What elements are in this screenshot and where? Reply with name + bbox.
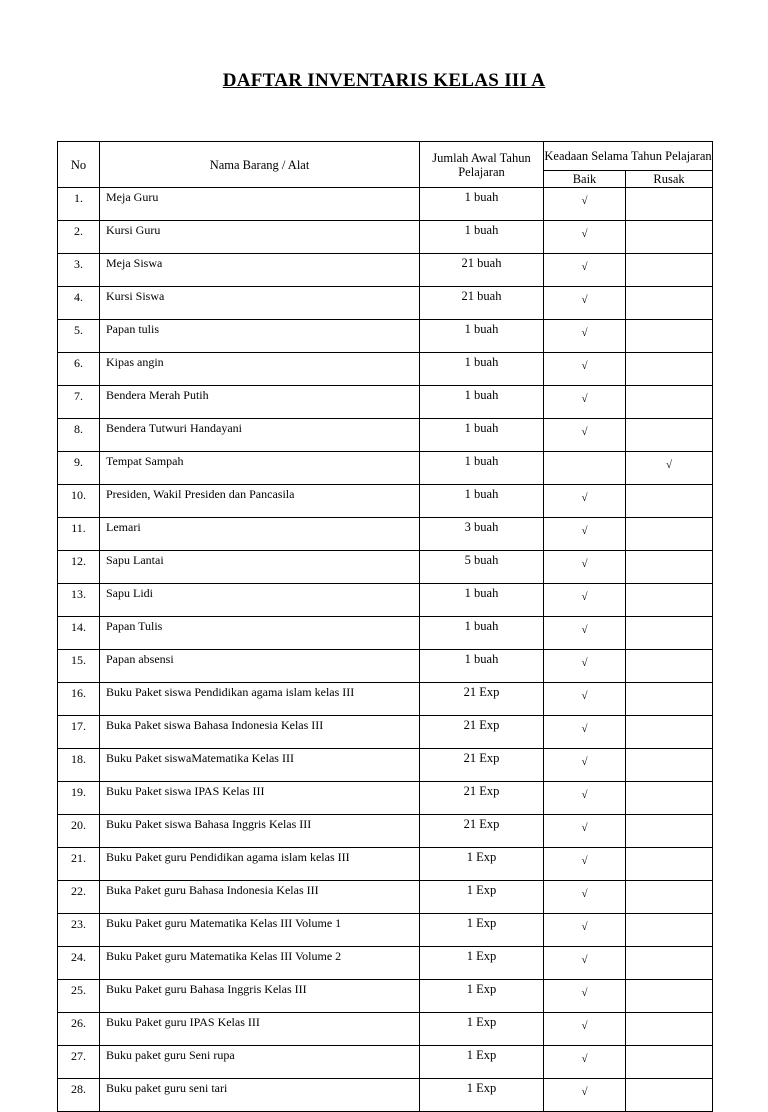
row-number: 27. — [58, 1046, 100, 1079]
item-quantity: 21 buah — [420, 254, 544, 287]
item-quantity: 1 buah — [420, 617, 544, 650]
condition-broken-cell — [626, 221, 713, 254]
table-row — [58, 1013, 713, 1046]
condition-broken-cell — [626, 848, 713, 881]
item-quantity: 1 buah — [420, 650, 544, 683]
header-no: No — [58, 142, 100, 188]
item-quantity: 1 Exp — [420, 1013, 544, 1046]
table-row — [58, 419, 713, 452]
item-quantity: 1 buah — [420, 221, 544, 254]
item-quantity: 21 Exp — [420, 683, 544, 716]
condition-broken-cell: √ — [626, 452, 713, 485]
condition-broken-cell — [626, 254, 713, 287]
condition-good-cell: √ — [544, 1013, 626, 1046]
row-number: 15. — [58, 650, 100, 683]
condition-good-cell — [544, 452, 626, 485]
condition-good-cell: √ — [544, 221, 626, 254]
header-good: Baik — [544, 171, 626, 188]
page-title: DAFTAR INVENTARIS KELAS III A — [222, 70, 546, 91]
row-number: 5. — [58, 320, 100, 353]
item-name: Buku Paket guru IPAS Kelas III — [100, 1013, 420, 1046]
item-name: Buku Paket siswa IPAS Kelas III — [100, 782, 420, 815]
condition-good-cell: √ — [544, 1079, 626, 1112]
item-name: Buka Paket guru Bahasa Indonesia Kelas III — [100, 881, 420, 914]
condition-broken-cell — [626, 386, 713, 419]
table-row — [58, 551, 713, 584]
item-quantity: 21 buah — [420, 287, 544, 320]
row-number: 12. — [58, 551, 100, 584]
condition-broken-cell — [626, 551, 713, 584]
item-name: Papan Tulis — [100, 617, 420, 650]
table-row — [58, 914, 713, 947]
condition-good-cell: √ — [544, 947, 626, 980]
item-quantity: 1 Exp — [420, 848, 544, 881]
condition-broken-cell — [626, 287, 713, 320]
item-name: Meja Siswa — [100, 254, 420, 287]
condition-good-cell: √ — [544, 1046, 626, 1079]
item-quantity: 1 buah — [420, 452, 544, 485]
condition-broken-cell — [626, 1013, 713, 1046]
condition-good-cell: √ — [544, 881, 626, 914]
condition-good-cell: √ — [544, 254, 626, 287]
row-number: 4. — [58, 287, 100, 320]
item-name: Papan tulis — [100, 320, 420, 353]
table-row — [58, 782, 713, 815]
item-quantity: 1 buah — [420, 485, 544, 518]
item-name: Sapu Lidi — [100, 584, 420, 617]
table-row — [58, 650, 713, 683]
row-number: 9. — [58, 452, 100, 485]
table-row — [58, 518, 713, 551]
row-number: 10. — [58, 485, 100, 518]
condition-broken-cell — [626, 914, 713, 947]
condition-broken-cell — [626, 782, 713, 815]
row-number: 14. — [58, 617, 100, 650]
row-number: 18. — [58, 749, 100, 782]
condition-good-cell: √ — [544, 485, 626, 518]
condition-good-cell: √ — [544, 584, 626, 617]
row-number: 23. — [58, 914, 100, 947]
item-name: Buku Paket siswa Bahasa Inggris Kelas III — [100, 815, 420, 848]
row-number: 19. — [58, 782, 100, 815]
row-number: 20. — [58, 815, 100, 848]
table-row — [58, 221, 713, 254]
item-name: Buku Paket guru Matematika Kelas III Volume 2 — [100, 947, 420, 980]
item-quantity: 1 Exp — [420, 1079, 544, 1112]
item-name: Buku Paket guru Pendidikan agama islam kelas III — [100, 848, 420, 881]
item-name: Presiden, Wakil Presiden dan Pancasila — [100, 485, 420, 518]
condition-good-cell: √ — [544, 848, 626, 881]
row-number: 26. — [58, 1013, 100, 1046]
table-row — [58, 287, 713, 320]
table-row — [58, 815, 713, 848]
condition-good-cell: √ — [544, 419, 626, 452]
row-number: 22. — [58, 881, 100, 914]
item-name: Buka Paket siswa Bahasa Indonesia Kelas III — [100, 716, 420, 749]
condition-good-cell: √ — [544, 551, 626, 584]
item-name: Kipas angin — [100, 353, 420, 386]
condition-broken-cell — [626, 683, 713, 716]
item-quantity: 1 Exp — [420, 980, 544, 1013]
condition-good-cell: √ — [544, 914, 626, 947]
condition-good-cell: √ — [544, 518, 626, 551]
row-number: 7. — [58, 386, 100, 419]
condition-broken-cell — [626, 749, 713, 782]
condition-good-cell: √ — [544, 683, 626, 716]
table-row — [58, 881, 713, 914]
item-name: Buku Paket guru Bahasa Inggris Kelas III — [100, 980, 420, 1013]
condition-broken-cell — [626, 815, 713, 848]
row-number: 3. — [58, 254, 100, 287]
row-number: 21. — [58, 848, 100, 881]
item-name: Buku paket guru seni tari — [100, 1079, 420, 1112]
condition-broken-cell — [626, 1079, 713, 1112]
item-name: Kursi Guru — [100, 221, 420, 254]
item-quantity: 1 Exp — [420, 1046, 544, 1079]
row-number: 1. — [58, 188, 100, 221]
item-name: Tempat Sampah — [100, 452, 420, 485]
item-quantity: 1 buah — [420, 353, 544, 386]
condition-broken-cell — [626, 518, 713, 551]
condition-good-cell: √ — [544, 716, 626, 749]
table-row — [58, 749, 713, 782]
row-number: 17. — [58, 716, 100, 749]
table-row — [58, 188, 713, 221]
table-row — [58, 584, 713, 617]
item-name: Buku Paket guru Matematika Kelas III Volume 1 — [100, 914, 420, 947]
condition-good-cell: √ — [544, 287, 626, 320]
item-quantity: 1 buah — [420, 320, 544, 353]
item-quantity: 1 buah — [420, 584, 544, 617]
table-row — [58, 452, 713, 485]
item-name: Meja Guru — [100, 188, 420, 221]
header-broken: Rusak — [626, 171, 713, 188]
condition-good-cell: √ — [544, 782, 626, 815]
item-name: Papan absensi — [100, 650, 420, 683]
condition-good-cell: √ — [544, 980, 626, 1013]
item-quantity: 21 Exp — [420, 815, 544, 848]
table-row — [58, 1046, 713, 1079]
item-quantity: 21 Exp — [420, 749, 544, 782]
item-name: Buku Paket siswaMatematika Kelas III — [100, 749, 420, 782]
condition-good-cell: √ — [544, 617, 626, 650]
table-row — [58, 947, 713, 980]
condition-good-cell: √ — [544, 386, 626, 419]
header-item-name: Nama Barang / Alat — [100, 142, 420, 188]
item-quantity: 1 buah — [420, 386, 544, 419]
condition-broken-cell — [626, 716, 713, 749]
condition-broken-cell — [626, 188, 713, 221]
table-row — [58, 320, 713, 353]
condition-good-cell: √ — [544, 650, 626, 683]
condition-broken-cell — [626, 419, 713, 452]
condition-good-cell: √ — [544, 749, 626, 782]
table-row — [58, 254, 713, 287]
row-number: 24. — [58, 947, 100, 980]
item-name: Kursi Siswa — [100, 287, 420, 320]
header-initial-quantity: Jumlah Awal Tahun Pelajaran — [420, 142, 544, 188]
row-number: 13. — [58, 584, 100, 617]
condition-broken-cell — [626, 980, 713, 1013]
item-quantity: 1 Exp — [420, 947, 544, 980]
header-condition: Keadaan Selama Tahun Pelajaran — [544, 142, 713, 171]
item-quantity: 1 buah — [420, 419, 544, 452]
table-row — [58, 1079, 713, 1112]
condition-broken-cell — [626, 353, 713, 386]
condition-broken-cell — [626, 485, 713, 518]
table-row — [58, 353, 713, 386]
item-name: Bendera Tutwuri Handayani — [100, 419, 420, 452]
item-quantity: 1 Exp — [420, 881, 544, 914]
condition-good-cell: √ — [544, 815, 626, 848]
table-row — [58, 716, 713, 749]
row-number: 8. — [58, 419, 100, 452]
table-row — [58, 617, 713, 650]
condition-broken-cell — [626, 584, 713, 617]
row-number: 6. — [58, 353, 100, 386]
item-name: Sapu Lantai — [100, 551, 420, 584]
item-quantity: 21 Exp — [420, 782, 544, 815]
table-row — [58, 386, 713, 419]
row-number: 11. — [58, 518, 100, 551]
inventory-table — [57, 141, 713, 1112]
table-row — [58, 485, 713, 518]
condition-good-cell: √ — [544, 188, 626, 221]
condition-broken-cell — [626, 650, 713, 683]
inventory-rows — [58, 188, 713, 1112]
table-row — [58, 848, 713, 881]
row-number: 25. — [58, 980, 100, 1013]
condition-good-cell: √ — [544, 353, 626, 386]
condition-broken-cell — [626, 320, 713, 353]
row-number: 16. — [58, 683, 100, 716]
item-quantity: 5 buah — [420, 551, 544, 584]
row-number: 2. — [58, 221, 100, 254]
item-quantity: 1 Exp — [420, 914, 544, 947]
condition-good-cell: √ — [544, 320, 626, 353]
condition-broken-cell — [626, 947, 713, 980]
row-number: 28. — [58, 1079, 100, 1112]
item-quantity: 3 buah — [420, 518, 544, 551]
item-quantity: 1 buah — [420, 188, 544, 221]
table-row — [58, 683, 713, 716]
item-name: Bendera Merah Putih — [100, 386, 420, 419]
condition-broken-cell — [626, 1046, 713, 1079]
condition-broken-cell — [626, 881, 713, 914]
condition-broken-cell — [626, 617, 713, 650]
item-name: Buku paket guru Seni rupa — [100, 1046, 420, 1079]
item-name: Lemari — [100, 518, 420, 551]
table-row — [58, 980, 713, 1013]
item-name: Buku Paket siswa Pendidikan agama islam kelas III — [100, 683, 420, 716]
item-quantity: 21 Exp — [420, 716, 544, 749]
